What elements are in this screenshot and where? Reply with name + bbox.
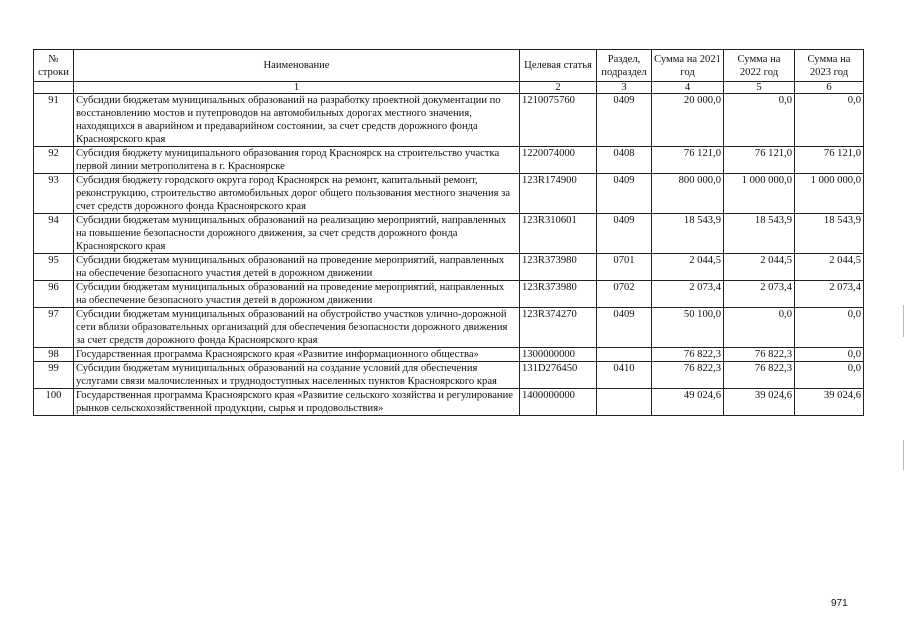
sum-2021-cell: 800 000,0 bbox=[652, 174, 724, 214]
sum-2022-cell: 18 543,9 bbox=[724, 214, 795, 254]
row-number-cell: 94 bbox=[34, 214, 74, 254]
section-cell bbox=[597, 348, 652, 362]
sum-2022-cell: 2 044,5 bbox=[724, 254, 795, 281]
name-cell: Субсидии бюджетам муниципальных образований на разработку проектной документации по восстановлению мостов и путепроводов на автомобильных дорогах местного значения, находящихся в аварийном и предаварийном состоянии, за счет средств дорожного фонда Красноярского края bbox=[74, 94, 520, 147]
page-number: 971 bbox=[831, 598, 848, 609]
name-cell: Государственная программа Красноярского края «Развитие сельского хозяйства и регулирование рынков сельскохозяйственной продукции, сырья и продовольствия» bbox=[74, 389, 520, 416]
target-article-cell: 131D276450 bbox=[520, 362, 597, 389]
sum-2021-cell: 76 822,3 bbox=[652, 348, 724, 362]
row-number-cell: 97 bbox=[34, 308, 74, 348]
row-number-cell: 98 bbox=[34, 348, 74, 362]
header-sum-2022: Сумма на 2022 год bbox=[724, 50, 795, 82]
header-target: Целевая статья bbox=[520, 50, 597, 82]
sum-2023-cell: 0,0 bbox=[795, 362, 864, 389]
sum-2023-cell: 39 024,6 bbox=[795, 389, 864, 416]
column-number: 2 bbox=[520, 82, 597, 94]
section-cell bbox=[597, 389, 652, 416]
sum-2023-cell: 0,0 bbox=[795, 308, 864, 348]
sum-2023-cell: 18 543,9 bbox=[795, 214, 864, 254]
sum-2021-cell: 2 044,5 bbox=[652, 254, 724, 281]
name-cell: Субсидии бюджетам муниципальных образований на проведение мероприятий, направленных на обеспечение безопасного участия детей в дорожном движении bbox=[74, 281, 520, 308]
header-sum-2023: Сумма на 2023 год bbox=[795, 50, 864, 82]
sum-2022-cell: 39 024,6 bbox=[724, 389, 795, 416]
sum-2022-cell: 76 822,3 bbox=[724, 362, 795, 389]
column-number: 5 bbox=[724, 82, 795, 94]
sum-2023-cell: 2 073,4 bbox=[795, 281, 864, 308]
row-number-cell: 91 bbox=[34, 94, 74, 147]
table-body bbox=[34, 94, 864, 416]
sum-2023-cell: 0,0 bbox=[795, 94, 864, 147]
target-article-cell: 1400000000 bbox=[520, 389, 597, 416]
sum-2022-cell: 76 121,0 bbox=[724, 147, 795, 174]
header-name: Наименование bbox=[74, 50, 520, 82]
header-sum-2021: Сумма на 2021 год bbox=[652, 50, 724, 82]
sum-2021-cell: 76 822,3 bbox=[652, 362, 724, 389]
table-row bbox=[34, 94, 864, 147]
table-row bbox=[34, 174, 864, 214]
sum-2021-cell: 18 543,9 bbox=[652, 214, 724, 254]
column-number: 4 bbox=[652, 82, 724, 94]
row-number-cell: 100 bbox=[34, 389, 74, 416]
row-number-cell: 96 bbox=[34, 281, 74, 308]
table-row bbox=[34, 308, 864, 348]
sum-2023-cell: 76 121,0 bbox=[795, 147, 864, 174]
sum-2023-cell: 1 000 000,0 bbox=[795, 174, 864, 214]
row-number-cell: 93 bbox=[34, 174, 74, 214]
column-number bbox=[34, 82, 74, 94]
target-article-cell: 123R373980 bbox=[520, 254, 597, 281]
target-article-cell: 1210075760 bbox=[520, 94, 597, 147]
table-row bbox=[34, 147, 864, 174]
scan-edge-mark bbox=[903, 440, 904, 470]
table-row bbox=[34, 348, 864, 362]
target-article-cell: 123R174900 bbox=[520, 174, 597, 214]
column-number: 1 bbox=[74, 82, 520, 94]
table-row bbox=[34, 254, 864, 281]
target-article-cell: 1220074000 bbox=[520, 147, 597, 174]
target-article-cell: 123R373980 bbox=[520, 281, 597, 308]
name-cell: Субсидия бюджету городского округа город Красноярск на ремонт, капитальный ремонт, реконструкцию, строительство автомобильных дорог общего пользования местного значения за счет средств дорожного фонда Красноярского края bbox=[74, 174, 520, 214]
section-cell: 0409 bbox=[597, 214, 652, 254]
row-number-cell: 99 bbox=[34, 362, 74, 389]
name-cell: Субсидия бюджету муниципального образования город Красноярск на строительство участка первой линии метрополитена в г. Красноярске bbox=[74, 147, 520, 174]
table-row bbox=[34, 389, 864, 416]
section-cell: 0410 bbox=[597, 362, 652, 389]
section-cell: 0701 bbox=[597, 254, 652, 281]
budget-table bbox=[33, 49, 864, 416]
sum-2022-cell: 0,0 bbox=[724, 94, 795, 147]
row-number-cell: 92 bbox=[34, 147, 74, 174]
section-cell: 0702 bbox=[597, 281, 652, 308]
section-cell: 0409 bbox=[597, 308, 652, 348]
sum-2021-cell: 20 000,0 bbox=[652, 94, 724, 147]
sum-2022-cell: 2 073,4 bbox=[724, 281, 795, 308]
sum-2023-cell: 0,0 bbox=[795, 348, 864, 362]
target-article-cell: 123R310601 bbox=[520, 214, 597, 254]
sum-2021-cell: 49 024,6 bbox=[652, 389, 724, 416]
table-row bbox=[34, 281, 864, 308]
column-number: 6 bbox=[795, 82, 864, 94]
header-section: Раздел, подраздел bbox=[597, 50, 652, 82]
sum-2021-cell: 2 073,4 bbox=[652, 281, 724, 308]
name-cell: Субсидии бюджетам муниципальных образований на проведение мероприятий, направленных на обеспечение безопасного участия детей в дорожном движении bbox=[74, 254, 520, 281]
sum-2022-cell: 1 000 000,0 bbox=[724, 174, 795, 214]
sum-2023-cell: 2 044,5 bbox=[795, 254, 864, 281]
budget-sheet bbox=[33, 49, 864, 416]
header-row-no: № строки bbox=[34, 50, 74, 82]
table-row bbox=[34, 362, 864, 389]
target-article-cell: 1300000000 bbox=[520, 348, 597, 362]
target-article-cell: 123R374270 bbox=[520, 308, 597, 348]
name-cell: Субсидии бюджетам муниципальных образований на создание условий для обеспечения услугами связи малочисленных и труднодоступных населенных пунктов Красноярского края bbox=[74, 362, 520, 389]
scan-edge-mark bbox=[903, 305, 904, 337]
name-cell: Субсидии бюджетам муниципальных образований на обустройство участков улично-дорожной сети вблизи образовательных организаций для обеспечения безопасности дорожного движения за счет средств дорожного фонда Красноярского края bbox=[74, 308, 520, 348]
sum-2021-cell: 50 100,0 bbox=[652, 308, 724, 348]
section-cell: 0409 bbox=[597, 94, 652, 147]
name-cell: Государственная программа Красноярского края «Развитие информационного общества» bbox=[74, 348, 520, 362]
section-cell: 0409 bbox=[597, 174, 652, 214]
column-number-row bbox=[34, 82, 864, 94]
table-row bbox=[34, 214, 864, 254]
name-cell: Субсидии бюджетам муниципальных образований на реализацию мероприятий, направленных на повышение безопасности дорожного движения, за счет средств дорожного фонда Красноярского края bbox=[74, 214, 520, 254]
sum-2022-cell: 76 822,3 bbox=[724, 348, 795, 362]
sum-2021-cell: 76 121,0 bbox=[652, 147, 724, 174]
section-cell: 0408 bbox=[597, 147, 652, 174]
sum-2022-cell: 0,0 bbox=[724, 308, 795, 348]
column-number: 3 bbox=[597, 82, 652, 94]
header-row bbox=[34, 50, 864, 82]
row-number-cell: 95 bbox=[34, 254, 74, 281]
